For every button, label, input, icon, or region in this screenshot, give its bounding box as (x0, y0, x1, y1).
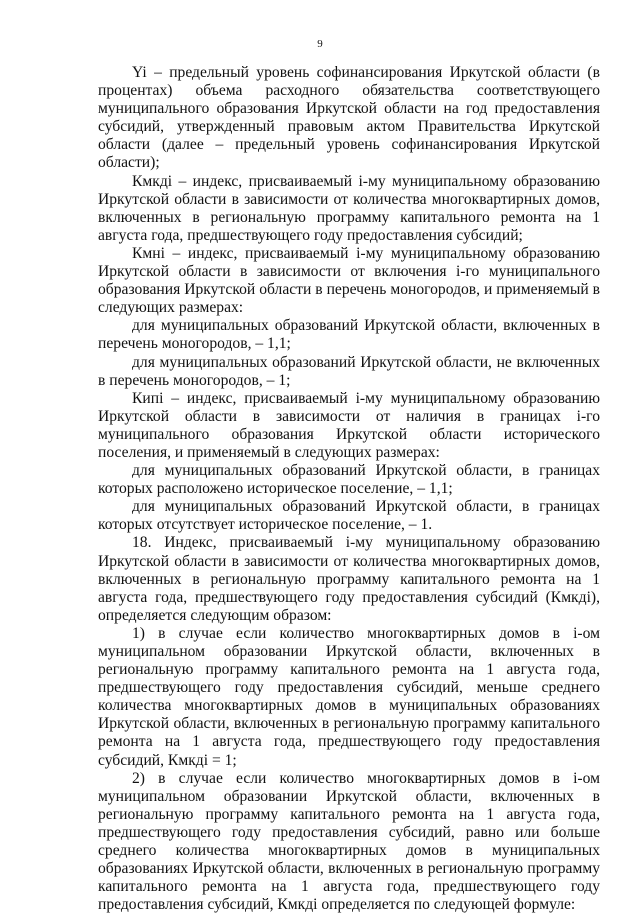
paragraph-kmn-definition: Кмнi – индекс, присваиваемый i-му муниципальному образованию Иркутской области в зависимости от включения i-го муниципального образования Иркутской области в перечень моногородов, и применяемый в следующих размерах: (98, 244, 600, 317)
paragraph-case-2: 2) в случае если количество многоквартирных домов в i-ом муниципальном образовании Иркутской области, включенных в региональную программу капитального ремонта на 1 августа года, предшествующего году предоставления субсидий, равно или больше среднего количества многоквартирных домов в муниципальных образованиях Иркутской области, включенных в региональную программу капитального ремонта на 1 августа года, предшествующего году предоставления субсидий, Кмкдi определяется по следующей формуле: (98, 769, 600, 914)
paragraph-kip-not-historic: для муниципальных образований Иркутской области, в границах которых отсутствует историческое поселение, – 1. (98, 498, 600, 534)
paragraph-case-1: 1) в случае если количество многоквартирных домов в i-ом муниципальном образовании Иркутской области, включенных в региональную программу капитального ремонта на 1 августа года, предшествующего году предоставления субсидий, меньше среднего количества многоквартирных домов в муниципальных образованиях Иркутской области, включенных в региональную программу капитального ремонта на 1 августа года, предшествующего году предоставления субсидий, Кмкдi = 1; (98, 624, 600, 769)
paragraph-kmn-not-monotown: для муниципальных образований Иркутской области, не включенных в перечень моногородов, – 1; (98, 353, 600, 389)
body-text (98, 64, 600, 914)
paragraph-kip-historic: для муниципальных образований Иркутской области, в границах которых расположено историческое поселение, – 1,1; (98, 462, 600, 498)
page-number: 9 (317, 38, 323, 50)
paragraph-section-18: 18. Индекс, присваиваемый i-му муниципальному образованию Иркутской области в зависимости от количества многоквартирных домов, включенных в региональную программу капитального ремонта на 1 августа года, предшествующего году предоставления субсидий (Кмкдi), определяется следующим образом: (98, 534, 600, 624)
paragraph-yi-definition: Yi – предельный уровень софинансирования Иркутской области (в процентах) объема расходного обязательства соответствующего муниципального образования Иркутской области на год предоставления субсидий, утвержденный правовым актом Правительства Иркутской области (далее – предельный уровень софинансирования Иркутской области); (98, 64, 600, 172)
paragraph-kmn-monotown: для муниципальных образований Иркутской области, включенных в перечень моногородов, – 1,1; (98, 317, 600, 353)
paragraph-kip-definition: Кипi – индекс, присваиваемый i-му муниципальному образованию Иркутской области в зависимости от наличия в границах i-го муниципального образования Иркутской области исторического поселения, и применяемый в следующих размерах: (98, 389, 600, 461)
paragraph-kmkd-definition: Кмкдi – индекс, присваиваемый i-му муниципальному образованию Иркутской области в зависимости от количества многоквартирных домов, включенных в региональную программу капитального ремонта на 1 августа года, предшествующего году предоставления субсидий; (98, 172, 600, 244)
